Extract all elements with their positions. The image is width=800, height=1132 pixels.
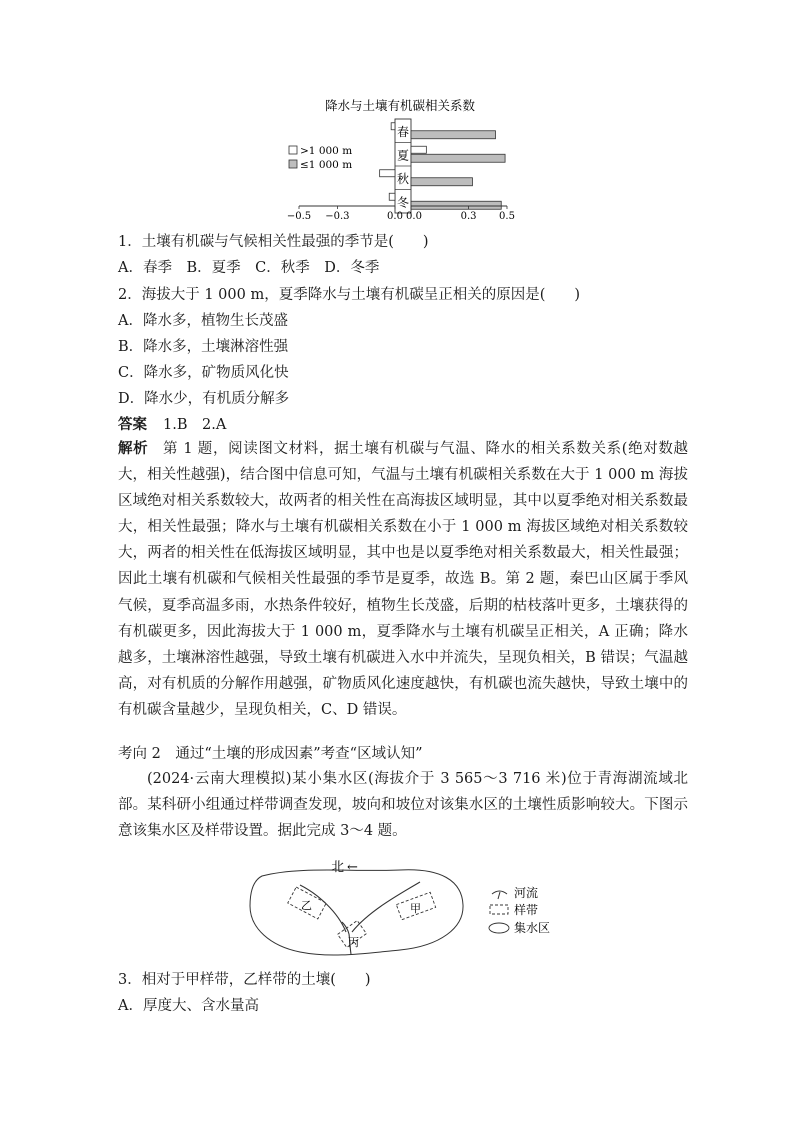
correlation-chart: [0, 0, 800, 230]
tick-label-right-1: 0.3: [460, 211, 477, 222]
map-legend: [489, 885, 550, 935]
river-tributary: [342, 922, 349, 934]
season-label-3: 冬: [396, 195, 410, 210]
analysis-paragraph: [118, 436, 688, 723]
question-2-option-a: A．降水多，植物生长茂盛: [118, 313, 288, 329]
chart-title: 降水与土壤有机碳相关系数: [324, 98, 476, 113]
question-2-option-c: C．降水多，矿物质风化快: [118, 365, 289, 381]
bar-high-3: [389, 193, 395, 200]
tick-label-right-2: 0.5: [499, 211, 515, 222]
season-label-0: 春: [396, 124, 410, 139]
north-label: 北: [331, 860, 345, 875]
legend-label-high: >1 000 m: [300, 145, 353, 157]
question-2: 2．海拔大于 1 000 m，夏季降水与土壤有机碳呈正相关的原因是( ): [118, 287, 581, 303]
season-label-2: 秋: [396, 171, 410, 186]
tick-label-left-2: 0.0: [387, 211, 403, 222]
bar-low-1: [411, 154, 505, 162]
question-3-option-a: A．厚度大、含水量高: [118, 998, 259, 1014]
bar-low-2: [411, 178, 472, 186]
analysis-text: 第 1 题，阅读图文材料，据土壤有机碳与气温、降水的相关系数关系(绝对数越大，相关性越强)，结合图中信息可知，气温与土壤有机碳相关系数在大于 1 000 m 海拔区域绝对相关系数较大，故两者的相关性在高海拔区域明显，其中以夏季绝对相关系数最大，相关性最强；降水与土壤有机碳相关系数在小于 1 000 m 海拔区域绝对相关系数较大，两者的相关性在低海拔区域明显，其中也是以夏季绝对相关系数最大，相关性最强；因此土壤有机碳和气候相关性最强的季节是夏季，故选 B。第 2 题，秦巴山区属于季风气候，夏季高温多雨，水热条件较好，植物生长茂盛，后期的枯枝落叶更多，土壤获得的有机碳更多，因此海拔大于 1 000 m，夏季降水与土壤有机碳呈正相关，A 正确；降水越多，土壤淋溶性越强，导致土壤有机碳进入水中并流失，呈现负相关，B 错误；气温越高，对有机质的分解作用越强，矿物质风化速度越快，有机碳也流失越快，导致土壤中的有机碳含量越少，呈现负相关，C、D 错误。: [118, 441, 689, 718]
north-arrow: ←: [347, 860, 358, 875]
strip-label-jia: 甲: [410, 902, 421, 915]
strip-label-bing: 丙: [348, 936, 359, 949]
question-1-options: A．春季 B．夏季 C．秋季 D．冬季: [118, 260, 380, 276]
bar-high-0: [391, 123, 395, 130]
analysis-label: 解析: [118, 440, 149, 457]
legend-strip-label: 样带: [514, 903, 539, 917]
legend-river-label: 河流: [514, 886, 539, 900]
season-label-1: 夏: [396, 148, 410, 163]
answer-line: [118, 415, 226, 435]
section-2-title: 考向 2 通过“土壤的形成因素”考查“区域认知”: [118, 746, 423, 762]
strip-icon: [490, 905, 508, 914]
catchment-icon: [489, 923, 509, 933]
legend-catchment-label: 集水区: [514, 921, 551, 935]
legend-swatch-high: [289, 146, 297, 154]
bar-low-3: [411, 201, 501, 209]
answer-label: 答案: [118, 416, 147, 433]
tick-label-left-1: −0.3: [325, 211, 350, 222]
strip-label-yi: 乙: [301, 899, 312, 912]
legend-swatch-low: [289, 160, 297, 168]
legend-label-low: ≤1 000 m: [300, 159, 353, 171]
intro-paragraph: (2024·云南大理模拟)某小集水区(海拔介于 3 565～3 716 米)位于青海湖流域北部。某科研小组通过样带调查发现，坡向和坡位对该集水区的土壤性质影响较大。下图示意该集水区及样带设置。据此完成 3～4 题。: [118, 771, 688, 840]
bar-low-0: [411, 131, 495, 139]
sample-strip-jia: [396, 892, 435, 919]
catchment-map: [0, 850, 800, 970]
tick-label-right-0: 0.0: [406, 211, 422, 222]
question-2-option-d: D．降水少，有机质分解多: [118, 391, 290, 407]
question-2-option-b: B．降水多，土壤淋溶性强: [118, 339, 289, 355]
bar-high-1: [411, 146, 426, 153]
question-3: 3．相对于甲样带，乙样带的土壤( ): [118, 972, 371, 988]
question-1: 1．土壤有机碳与气候相关性最强的季节是( ): [118, 234, 429, 250]
sample-strip-bing: [338, 921, 367, 949]
answer-value: 1.B 2.A: [163, 417, 227, 433]
river-icon: [492, 891, 507, 899]
tick-label-left-0: −0.5: [286, 211, 312, 222]
chart-legend: [289, 145, 352, 171]
sample-strip-yi: [288, 887, 326, 919]
bar-high-2: [380, 170, 395, 177]
